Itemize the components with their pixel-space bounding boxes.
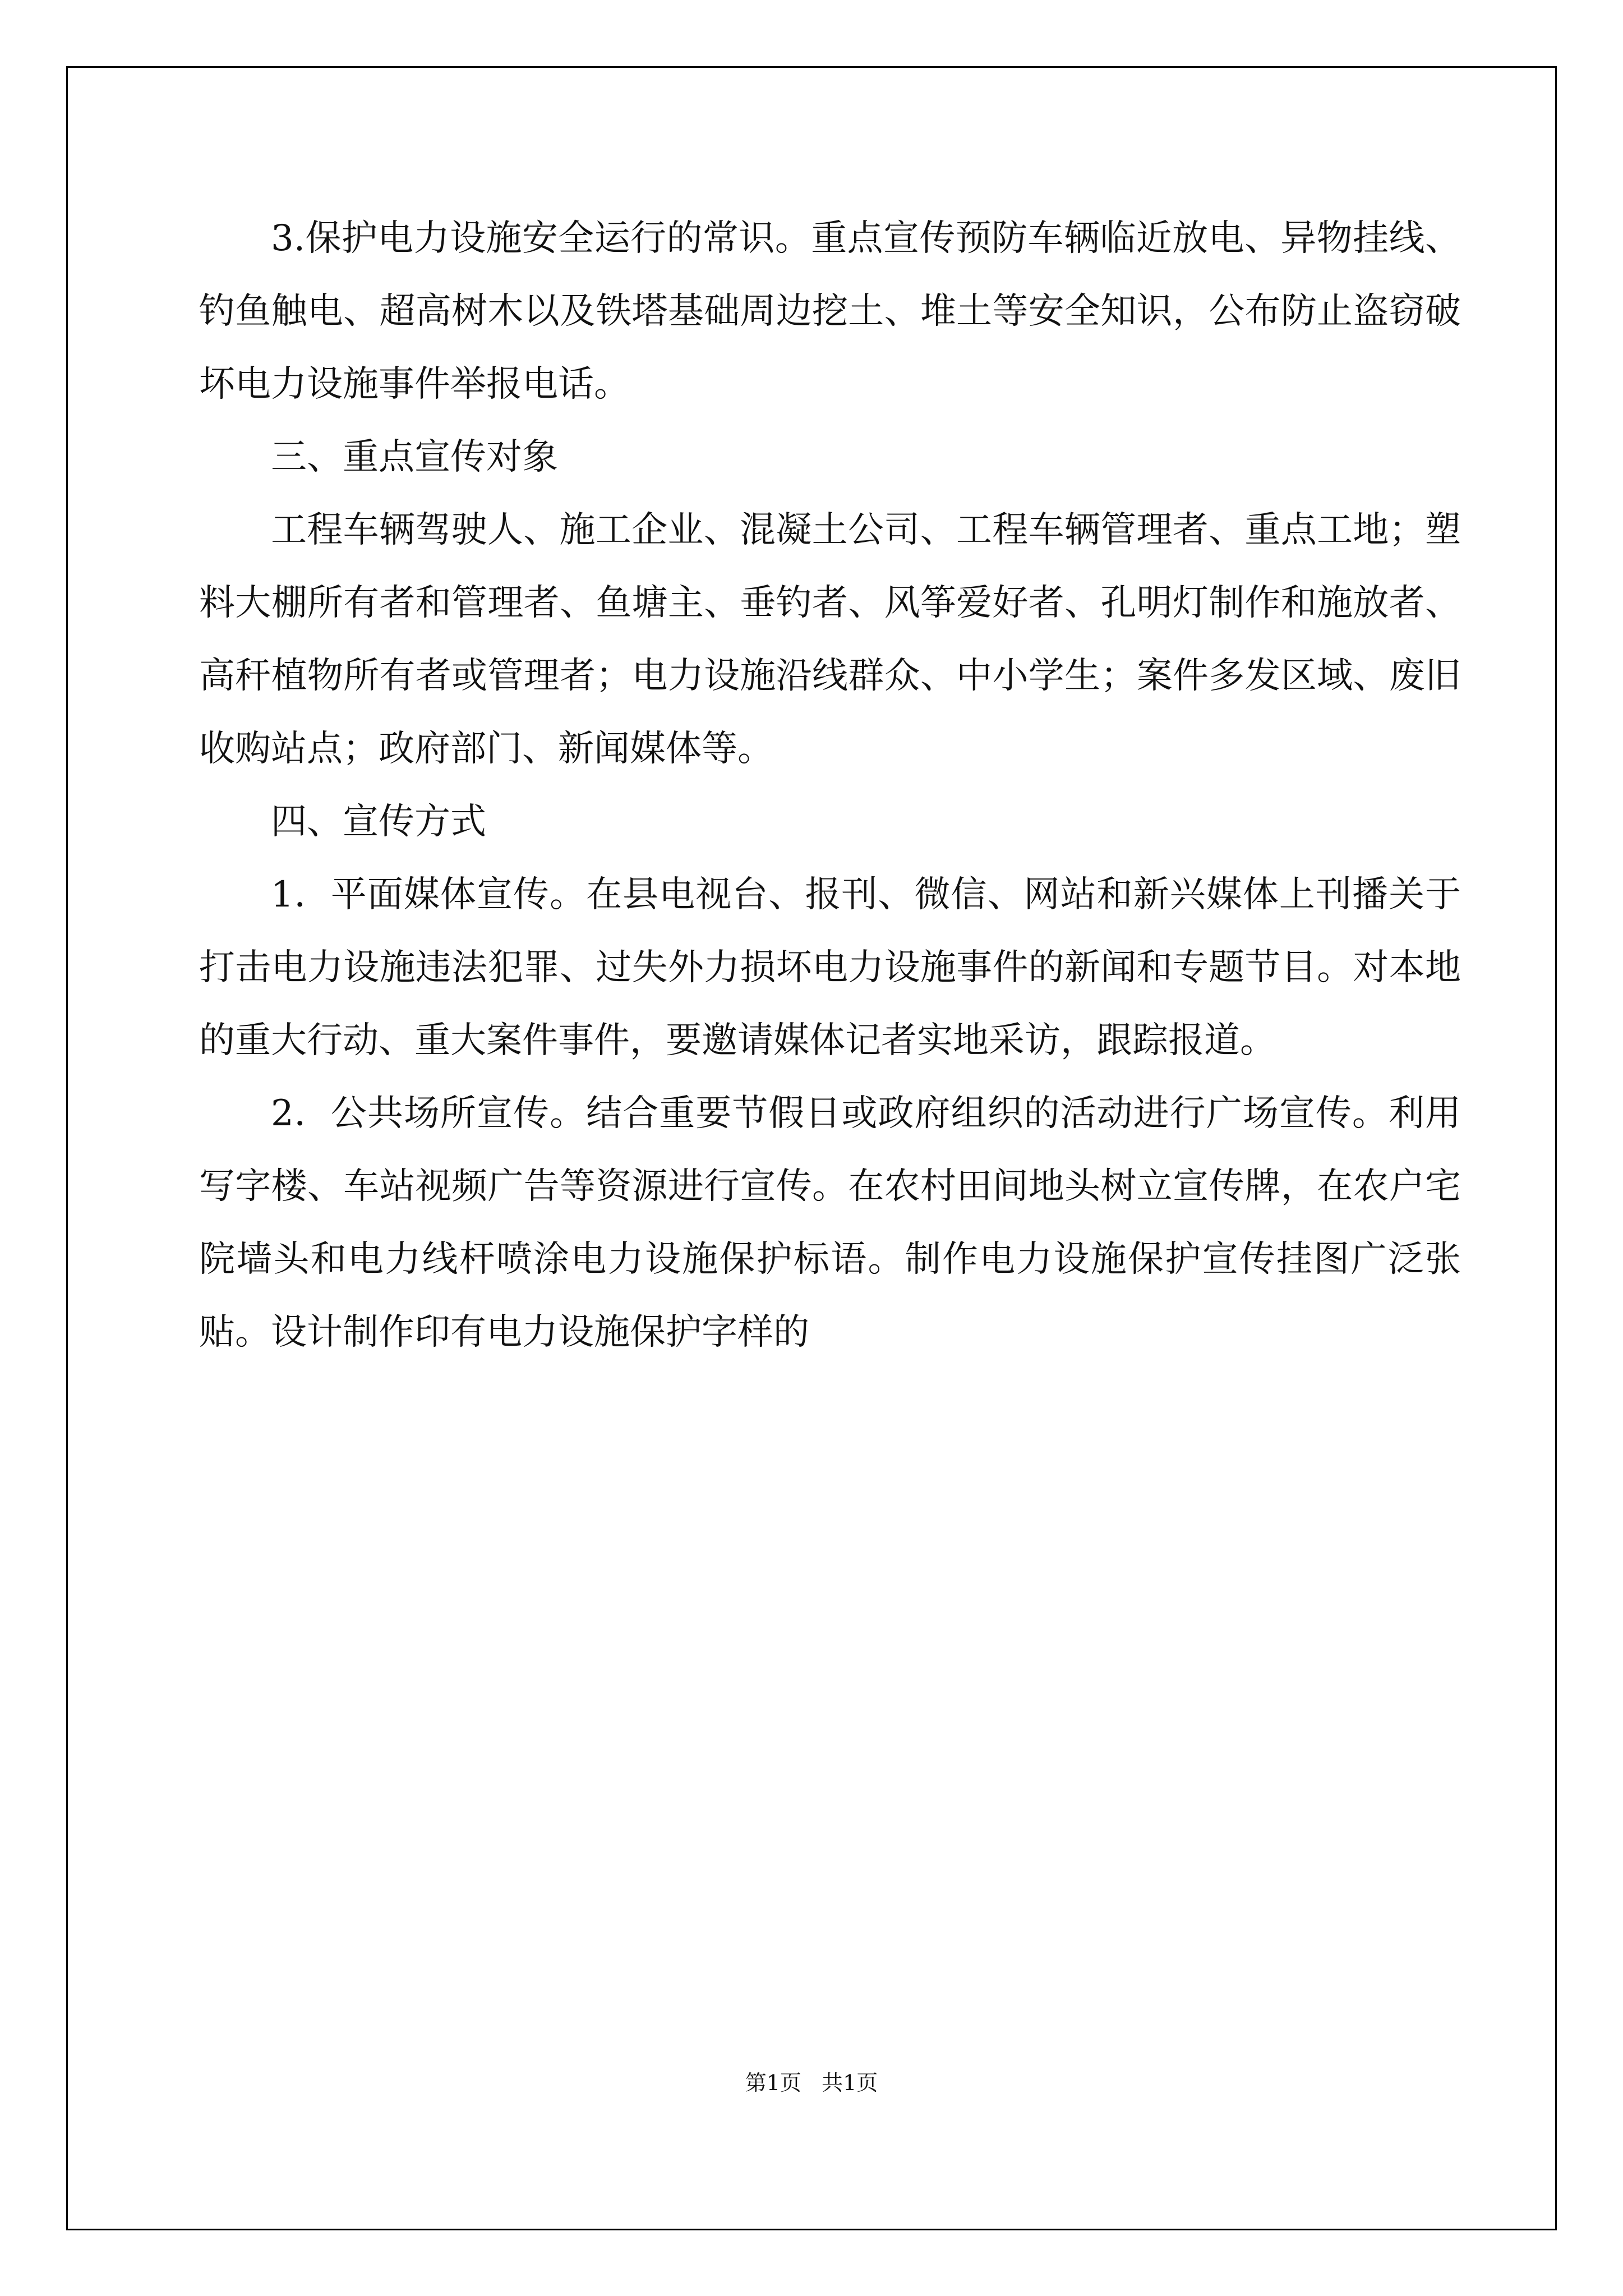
page-footer: [0, 2065, 1623, 2096]
paragraph-public-places: 2．公共场所宣传。结合重要节假日或政府组织的活动进行广场宣传。利用写字楼、车站视频广告等资源进行宣传。在农村田间地头树立宣传牌，在农户宅院墙头和电力线杆喷涂电力设施保护标语。制作电力设施保护宣传挂图广泛张贴。设计制作印有电力设施保护字样的: [199, 1093, 1461, 1353]
heading-key-targets: 三、重点宣传对象: [271, 436, 558, 478]
heading-methods: 四、宣传方式: [271, 801, 486, 843]
paragraph-targets: 工程车辆驾驶人、施工企业、混凝土公司、工程车辆管理者、重点工地；塑料大棚所有者和管理者、鱼塘主、垂钓者、风筝爱好者、孔明灯制作和施放者、高秆植物所有者或管理者；电力设施沿线群众、中小学生；案件多发区域、废旧收购站点；政府部门、新闻媒体等。: [199, 509, 1461, 770]
page-number: 第1页: [745, 2070, 801, 2095]
paragraph-print-media: 1．平面媒体宣传。在县电视台、报刊、微信、网站和新兴媒体上刊播关于打击电力设施违法犯罪、过失外力损坏电力设施事件的新闻和专题节目。对本地的重大行动、重大案件事件，要邀请媒体记者实地采访，跟踪报道。: [199, 874, 1461, 1061]
paragraph-common-knowledge: 3.保护电力设施安全运行的常识。重点宣传预防车辆临近放电、异物挂线、钓鱼触电、超高树木以及铁塔基础周边挖土、堆土等安全知识，公布防止盗窃破坏电力设施事件举报电话。: [199, 218, 1461, 405]
page-total: 共1页: [822, 2070, 878, 2095]
document-body: [199, 202, 1461, 1369]
